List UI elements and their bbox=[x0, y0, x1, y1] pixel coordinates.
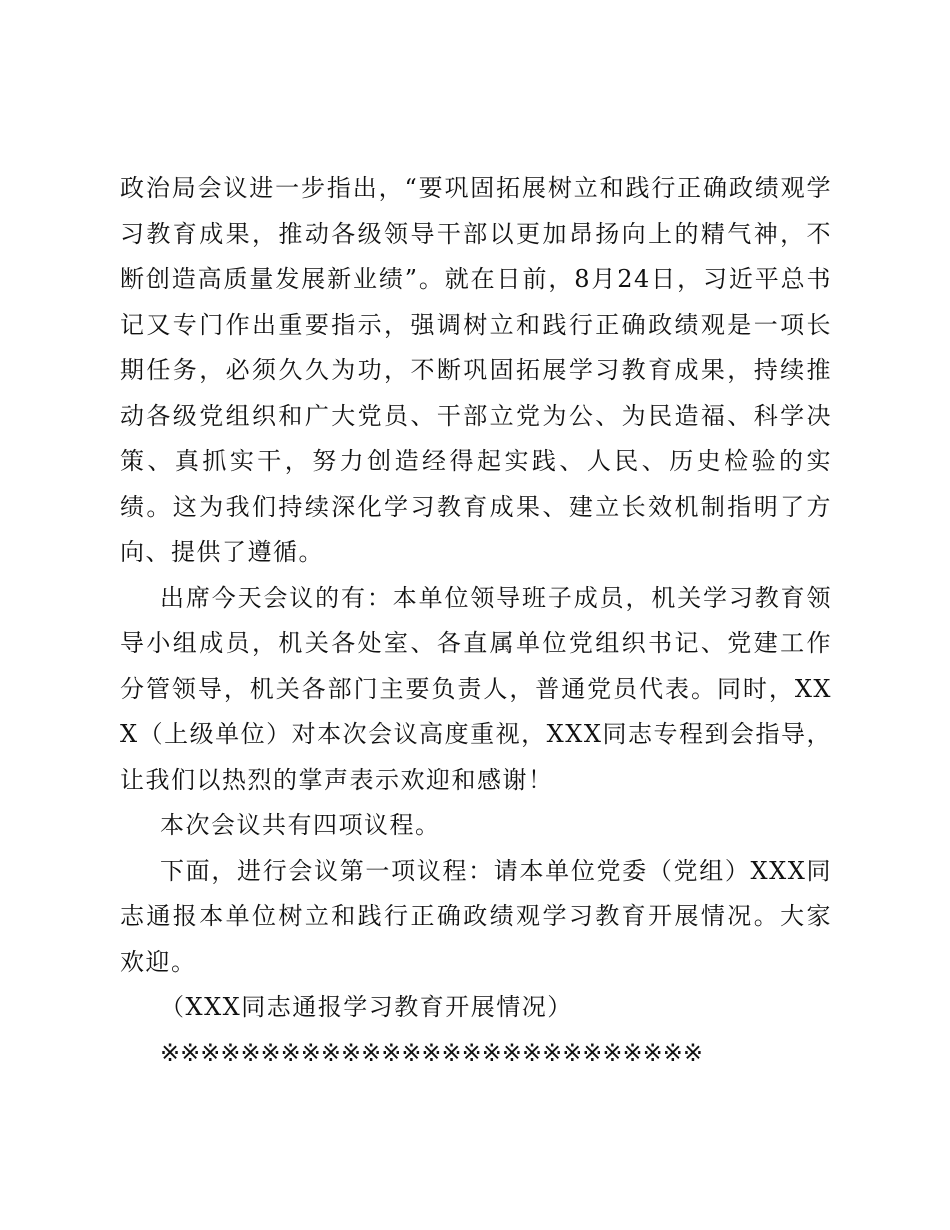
document-body bbox=[120, 166, 832, 1076]
stage-direction-note: （XXX同志通报学习教育开展情况） bbox=[160, 993, 573, 1021]
paragraph-attendees: 出席今天会议的有：本单位领导班子成员，机关学习教育领导小组成员，机关各处室、各直属单位党组织书记、党建工作分管领导，机关各部门主要负责人，普通党员代表。同时，XXX（上级单位）对本次会议高度重视，XXX同志专程到会指导，让我们以热烈的掌声表示欢迎和感谢！ bbox=[120, 583, 832, 794]
section-separator: ※※※※※※※※※※※※※※※※※※※※※※※※※※※ bbox=[160, 1038, 703, 1067]
paragraph-context: 政治局会议进一步指出，“要巩固拓展树立和践行正确政绩观学习教育成果，推动各级领导干部以更加昂扬向上的精气神，不断创造高质量发展新业绩”。就在日前，8月24日，习近平总书记又专门作出重要指示，强调树立和践行正确政绩观是一项长期任务，必须久久为功，不断巩固拓展学习教育成果，持续推动各级党组织和广大党员、干部立党为公、为民造福、科学决策、真抓实干，努力创造经得起实践、人民、历史检验的实绩。这为我们持续深化学习教育成果、建立长效机制指明了方向、提供了遵循。 bbox=[120, 174, 832, 566]
paragraph-first-agenda: 下面，进行会议第一项议程：请本单位党委（党组）XXX同志通报本单位树立和践行正确政绩观学习教育开展情况。大家欢迎。 bbox=[120, 856, 832, 976]
paragraph-agenda-count: 本次会议共有四项议程。 bbox=[160, 811, 441, 839]
